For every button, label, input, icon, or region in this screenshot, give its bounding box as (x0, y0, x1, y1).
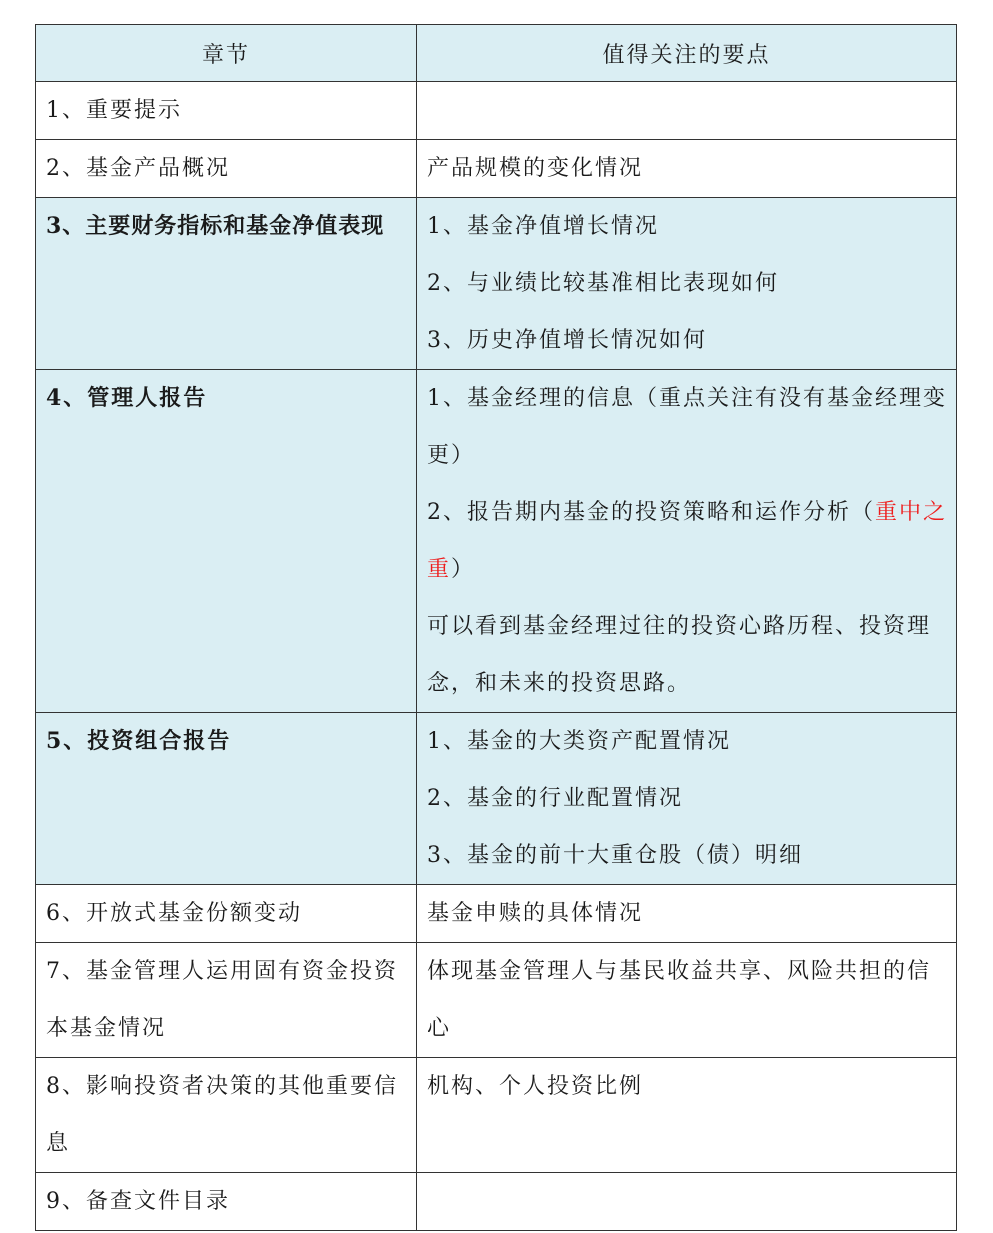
chapter-cell (36, 198, 417, 370)
points-cell (417, 713, 957, 885)
highlight-text: 重中之重 (427, 500, 948, 582)
point-text: 2、基金的行业配置情况 (427, 786, 683, 811)
chapter-text: 1、重要提示 (46, 98, 182, 123)
chapter-cell (36, 140, 417, 198)
chapter-text: 9、备查文件目录 (46, 1189, 230, 1214)
points-cell (417, 1058, 957, 1173)
table-row (36, 198, 957, 370)
chapter-text: 2、基金产品概况 (46, 156, 230, 181)
points-cell (417, 198, 957, 370)
table-row (36, 885, 957, 943)
point-text: 机构、个人投资比例 (427, 1074, 644, 1099)
chapter-cell (36, 943, 417, 1058)
table-row (36, 82, 957, 140)
chapter-text: 3、主要财务指标和基金净值表现 (46, 213, 385, 239)
report-sections-table (35, 24, 957, 1231)
table-row (36, 1173, 957, 1231)
point-text: 3、基金的前十大重仓股（债）明细 (427, 843, 803, 868)
table-row (36, 713, 957, 885)
chapter-text: 8、影响投资者决策的其他重要信息 (46, 1074, 398, 1156)
point-text: 基金申赎的具体情况 (427, 901, 644, 926)
points-cell (417, 82, 957, 140)
table-row (36, 370, 957, 713)
table-row (36, 943, 957, 1058)
chapter-text: 7、基金管理人运用固有资金投资本基金情况 (46, 959, 398, 1041)
chapter-cell (36, 1058, 417, 1173)
chapter-cell (36, 713, 417, 885)
point-text: 2、与业绩比较基准相比表现如何 (427, 271, 779, 296)
chapter-cell (36, 885, 417, 943)
point-text-with-highlight (427, 484, 948, 598)
point-text: 3、历史净值增长情况如何 (427, 328, 707, 353)
table-row (36, 1058, 957, 1173)
table-header-row (36, 25, 957, 82)
header-points: 值得关注的要点 (417, 25, 957, 82)
points-cell (417, 1173, 957, 1231)
point-text: 1、基金的大类资产配置情况 (427, 729, 731, 754)
chapter-cell (36, 370, 417, 713)
points-cell (417, 943, 957, 1058)
header-chapter: 章节 (36, 25, 417, 82)
chapter-text: 6、开放式基金份额变动 (46, 901, 302, 926)
point-text: 体现基金管理人与基民收益共享、风险共担的信心 (427, 959, 932, 1041)
table-row (36, 140, 957, 198)
point-text: 产品规模的变化情况 (427, 156, 644, 181)
point-text: 可以看到基金经理过往的投资心路历程、投资理念，和未来的投资思路。 (427, 614, 932, 696)
point-text: ） (451, 557, 476, 582)
chapter-cell (36, 82, 417, 140)
points-cell (417, 885, 957, 943)
point-text: 1、基金经理的信息（重点关注有没有基金经理变更） (427, 386, 947, 468)
points-cell (417, 140, 957, 198)
chapter-text: 4、管理人报告 (46, 385, 208, 411)
chapter-cell (36, 1173, 417, 1231)
point-text: 1、基金净值增长情况 (427, 214, 659, 239)
point-text: 2、报告期内基金的投资策略和运作分析（ (427, 500, 875, 525)
chapter-text: 5、投资组合报告 (46, 728, 232, 754)
points-cell (417, 370, 957, 713)
